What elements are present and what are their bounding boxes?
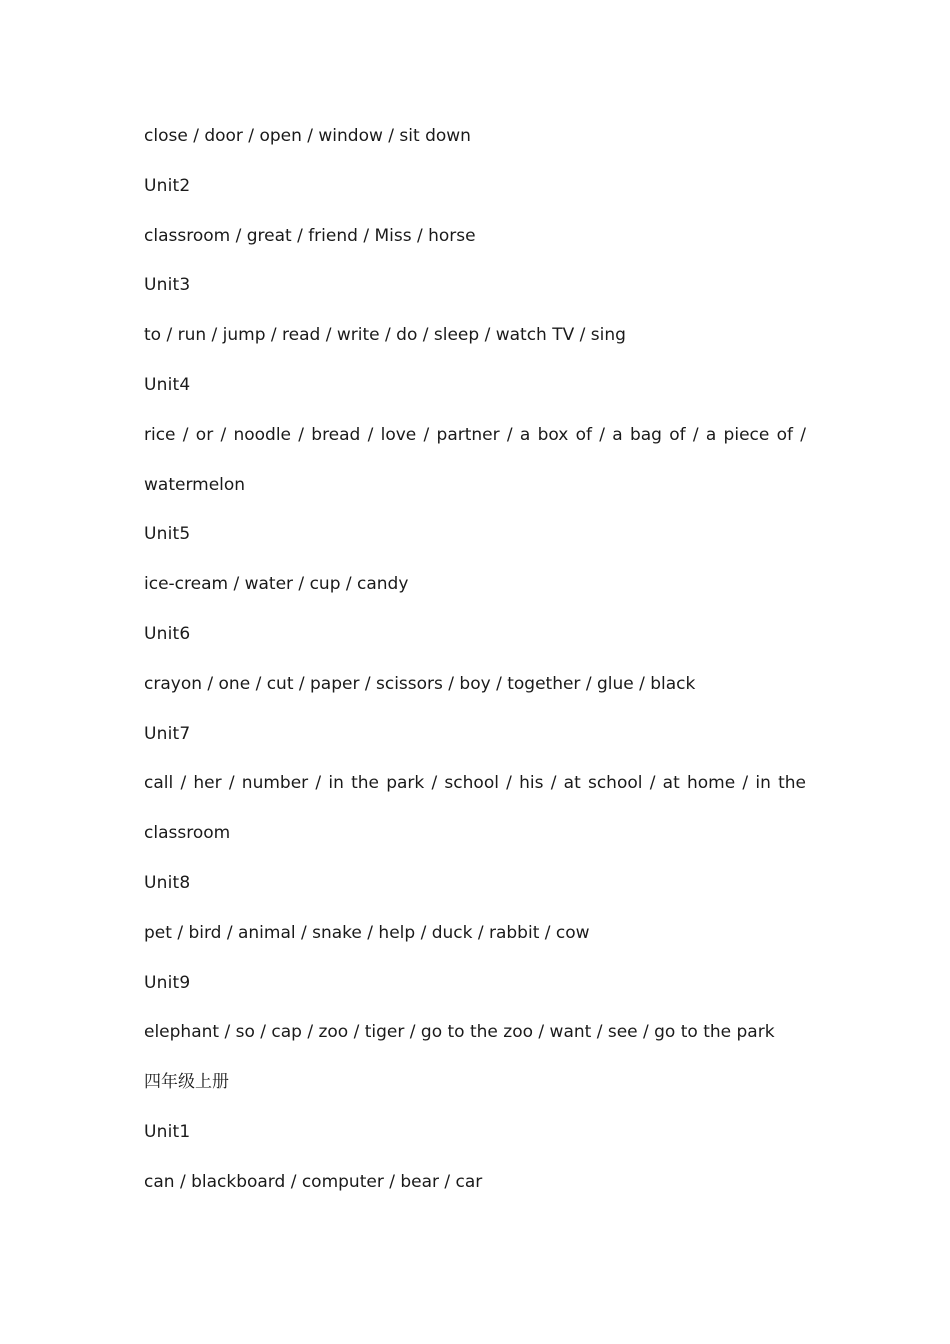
vocab-line-unit5: ice-cream / water / cup / candy (144, 574, 409, 595)
unit-heading: Unit7 (144, 723, 191, 744)
vocab-line-unit1: close / door / open / window / sit down (144, 126, 471, 146)
unit-heading: Unit4 (144, 374, 191, 395)
unit-heading: Unit5 (144, 524, 191, 545)
unit-heading: Unit2 (144, 175, 191, 196)
vocab-line-unit7: call / her / number / in the park / school / his / at school / at home / in the (144, 773, 806, 794)
vocab-line-unit7-cont: classroom (144, 823, 231, 844)
unit-heading: Unit8 (144, 872, 191, 893)
vocab-line-unit4-cont: watermelon (144, 474, 246, 495)
unit-heading: Unit1 (144, 1121, 191, 1142)
vocab-line-unit6: crayon / one / cut / paper / scissors / boy / together / glue / black (144, 673, 696, 694)
unit-heading: Unit3 (144, 275, 191, 296)
vocab-line-unit4: rice / or / noodle / bread / love / partner / a box of / a bag of / a piece of / (144, 424, 806, 445)
section-heading: 四年级上册 (144, 1072, 229, 1093)
unit-heading: Unit6 (144, 623, 191, 644)
vocab-line-unit2: classroom / great / friend / Miss / horse (144, 225, 476, 246)
vocab-line-grade4-unit1: can / blackboard / computer / bear / car (144, 1171, 483, 1192)
unit-heading: Unit9 (144, 972, 191, 993)
document-page (144, 120, 806, 1216)
vocab-line-unit9: elephant / so / cap / zoo / tiger / go to the zoo / want / see / go to the park (144, 1022, 775, 1043)
vocab-line-unit3: to / run / jump / read / write / do / sleep / watch TV / sing (144, 325, 626, 346)
vocab-line-unit8: pet / bird / animal / snake / help / duck / rabbit / cow (144, 922, 590, 943)
